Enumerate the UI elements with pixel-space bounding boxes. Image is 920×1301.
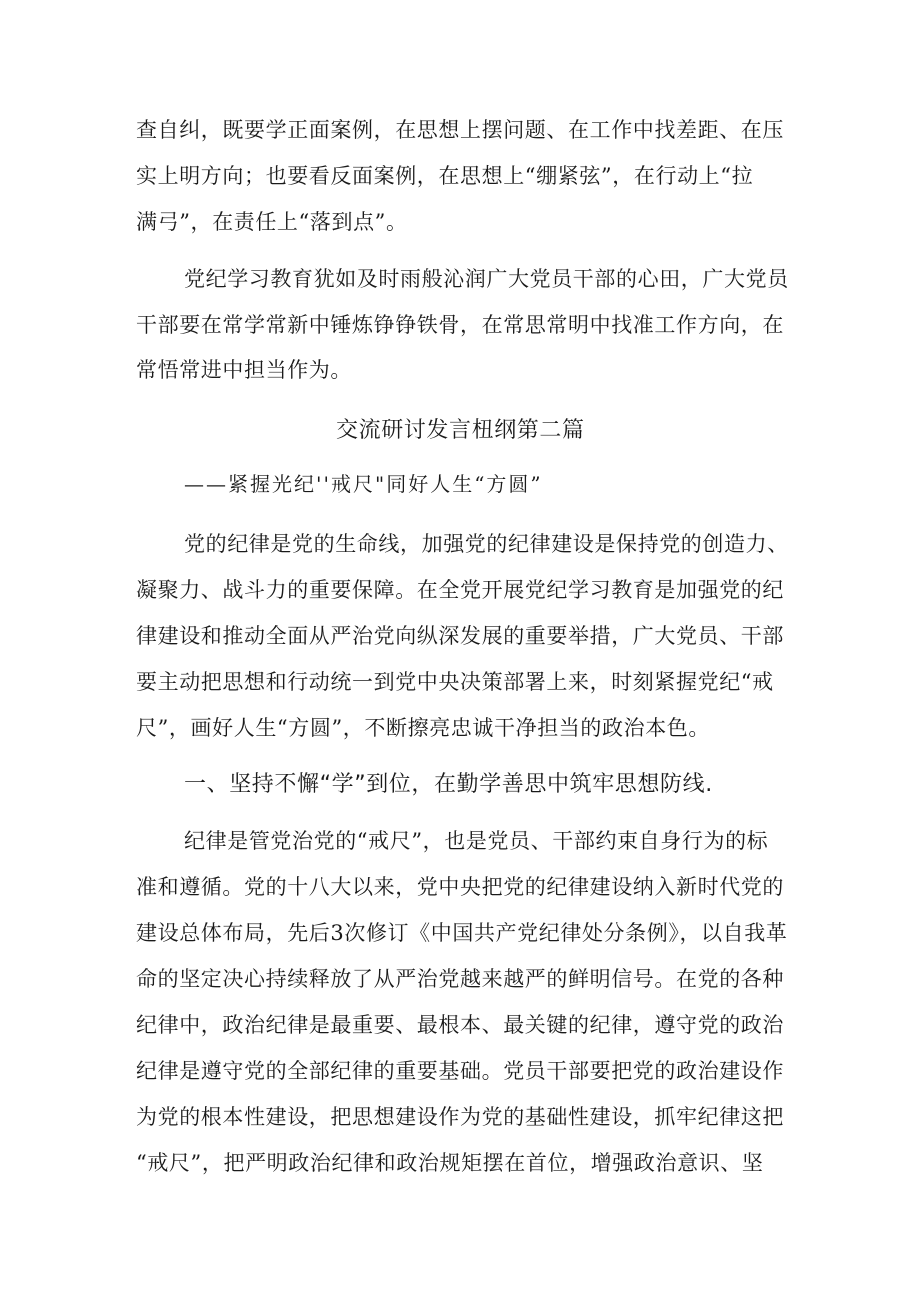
article-title: 交流研讨发言杻纲第二篇 xyxy=(336,418,585,443)
section-heading: 一、坚持不懈“学”到位，在勤学善思中筑牢思想防线. xyxy=(184,772,713,797)
paragraph-line: 尺”，画好人生“方圆”，不断擦亮忠诚干净担当的政治本色。 xyxy=(136,716,711,740)
paragraph-line: 实上明方向；也要看反面案例，在思想上“绷紧弦”，在行动上“拉 xyxy=(136,164,754,188)
paragraph-line: 建设总体布局，先后3次修订《中国共产党纪律处分条例》，以自我革 xyxy=(136,921,788,945)
paragraph-line: 常悟常进中担当作为。 xyxy=(136,358,352,382)
paragraph-line: 纪律是遵守党的全部纪律的重要基础。党员干部要把党的政治建设作 xyxy=(136,1059,784,1083)
paragraph-line: “戒尺”，把严明政治纪律和政治规矩摆在首位，增强政治意识、坚 xyxy=(136,1151,764,1175)
paragraph-line: 党纪学习教育犹如及时雨般沁润广大党员干部的心田，广大党员 xyxy=(184,267,789,291)
paragraph-line: 律建设和推动全面从严治党向纵深发展的重要举措，广大党员、干部 xyxy=(136,624,784,648)
paragraph-line: 纪律是管党治党的“戒尺”，也是党员、干部约束自身行为的标 xyxy=(184,829,769,853)
paragraph-line: 要主动把思想和行动统一到党中央决策部署上来，时刻紧握党纪“戒 xyxy=(136,670,774,694)
paragraph-line: 命的坚定决心持续释放了从严治党越来越严的鲜明信号。在党的各种 xyxy=(136,967,784,991)
paragraph-line: 满弓”，在责任上“落到点”。 xyxy=(136,210,408,234)
paragraph-line: 查自纠，既要学正面案例，在思想上摆问题、在工作中找差距、在压 xyxy=(136,118,784,142)
paragraph-line: 准和遵循。党的十八大以来，党中央把党的纪律建设纳入新时代党的 xyxy=(136,875,784,899)
paragraph-line: 干部要在常学常新中锤炼铮铮铁骨，在常思常明中找准工作方向，在 xyxy=(136,313,784,337)
paragraph-line: 为党的根本性建设，把思想建设作为党的基础性建设，抓牢纪律这把 xyxy=(136,1105,784,1129)
article-subtitle: ——紧握光纪''戒尺"同好人生“方圆” xyxy=(184,472,543,496)
paragraph-line: 凝聚力、战斗力的重要保障。在全党开展党纪学习教育是加强党的纪 xyxy=(136,578,784,602)
paragraph-line: 党的纪律是党的生命线，加强党的纪律建设是保持党的创造力、 xyxy=(184,532,789,556)
paragraph-line: 纪律中，政治纪律是最重要、最根本、最关键的纪律，遵守党的政治 xyxy=(136,1013,784,1037)
